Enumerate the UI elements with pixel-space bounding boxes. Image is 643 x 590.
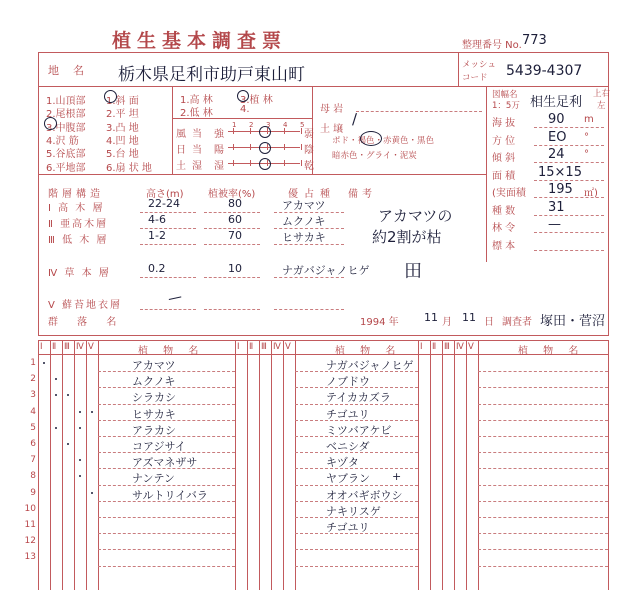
row-number: 12 (24, 536, 36, 547)
plant-name-left: ムクノキ (132, 375, 176, 389)
plant-name-left: ヒサカキ (132, 407, 176, 421)
topography-item: 2.尾根部 (46, 109, 86, 121)
table-row-line (478, 501, 608, 502)
plant-name-right: チゴユリ (326, 407, 370, 421)
plant-name-right: ミツバアケビ (326, 423, 392, 437)
slope-item: 3.凸 地 (106, 122, 139, 134)
exposure-left-label: 強 (214, 129, 224, 140)
strata-dash (140, 277, 196, 278)
soil-brown-circle (360, 131, 382, 146)
table-col-header: Ⅰ (40, 342, 43, 352)
plant-name-right: オオバギボウシ (326, 488, 403, 502)
soil-types-2: 暗赤色・グライ・泥炭 (332, 151, 417, 161)
row-number: 10 (24, 503, 36, 514)
community-label: 群 落 名 (48, 317, 125, 328)
table-col-line (247, 340, 248, 590)
exposure-mark (259, 142, 271, 154)
row-number: 11 (24, 520, 36, 530)
strata-dash (204, 277, 260, 278)
row-number: 1 (30, 358, 36, 368)
exposure-row-label: 土湿 (176, 161, 208, 172)
strata-dash (274, 244, 344, 245)
table-row-line (478, 420, 608, 421)
table-col-header: Ⅳ (76, 342, 84, 352)
scale-tick (301, 160, 302, 166)
strata-cover: 10 (228, 262, 242, 275)
remark-line-2: 約2割が枯 (372, 228, 442, 246)
strata-cover: 60 (228, 213, 242, 226)
occurrence-dot (91, 492, 93, 494)
topography-choice-circle (44, 117, 57, 130)
site-dash-line (534, 250, 604, 251)
table-plant-header: 植 物 名 (138, 346, 205, 357)
serial-label: 整理番号 No. (462, 40, 522, 51)
strata-dash (204, 244, 260, 245)
forest-type-4: 4. (240, 104, 250, 115)
strata-dash (140, 244, 196, 245)
row-number: 2 (30, 374, 36, 385)
row-number: 13 (24, 552, 36, 563)
occurrence-dot (79, 411, 81, 413)
table-col-line (74, 340, 75, 590)
plant-name-right: ベニシダ (326, 440, 370, 453)
table-col-header: Ⅴ (285, 342, 291, 352)
table-col-header: Ⅱ (249, 342, 254, 352)
slope-item: 4.凹 地 (106, 135, 139, 147)
scale-tick (233, 128, 234, 134)
table-section-line (418, 340, 419, 590)
slope-item: 5.台 地 (106, 149, 139, 161)
table-col-header: Ⅳ (456, 342, 464, 352)
table-row-line (478, 485, 608, 486)
table-col-line (98, 340, 99, 590)
site-unit: m (584, 114, 594, 125)
site-dash-line (534, 215, 604, 216)
plant-name-left: アラカシ (132, 423, 176, 437)
scale-tick (284, 144, 285, 150)
strata-height: 1-2 (148, 229, 166, 242)
row-number: 7 (30, 455, 36, 466)
soil-label: 土 壌 (320, 124, 344, 135)
strata-layer-label: Ⅴ 蘚苔地衣層 (48, 300, 123, 311)
slope-item: 2.平 坦 (106, 109, 139, 121)
strata-header-cover: 植被率(%) (208, 189, 256, 200)
scale-tick (250, 160, 251, 166)
strata-height: 4-6 (148, 213, 166, 226)
site-unit: ° (584, 131, 589, 143)
row-number: 6 (30, 439, 36, 449)
site-label: 傾 斜 (492, 153, 516, 164)
table-row-line (478, 549, 608, 550)
table-col-line (86, 340, 87, 590)
strata-header-layer: 階層構造 (48, 189, 104, 200)
bedrock-label: 母 岩 (320, 104, 344, 115)
table-col-header: Ⅴ (468, 342, 474, 352)
plant-name-right: ナキリスゲ (326, 504, 381, 518)
table-col-header: Ⅰ (420, 342, 423, 352)
strata-cover: 70 (228, 229, 242, 242)
site-label: 面 積 (492, 170, 516, 182)
soil-check-mark: ∕ (352, 110, 358, 128)
table-col-line (295, 340, 296, 590)
strata-header-height: 高さ(m) (146, 189, 184, 200)
right-note: + (392, 470, 402, 484)
plant-name-right: ヤブラン (326, 472, 370, 486)
site-label: 方 位 (492, 135, 516, 147)
strata-cover: 80 (228, 197, 242, 210)
map-label: 図幅名 (492, 90, 518, 100)
exposure-right-label: 乾 (304, 161, 314, 172)
plant-name-left: シラカシ (132, 391, 176, 405)
strata-height: 0.2 (148, 262, 166, 275)
site-unit: ° (584, 149, 589, 160)
mesh-label-2: コード (462, 73, 488, 83)
strata-dash (204, 309, 260, 310)
site-value: EO (548, 129, 567, 145)
plant-name-right: チゴユリ (326, 521, 370, 534)
strata-layer-label: Ⅳ 草 本 層 (48, 268, 111, 279)
strata-layer-label: Ⅲ 低 木 層 (48, 235, 109, 246)
slope-choice-circle (104, 90, 117, 103)
survey-day-label: 日 (484, 317, 494, 328)
table-col-header: Ⅱ (432, 342, 437, 352)
exposure-left-label: 湿 (214, 161, 224, 172)
scale-tick (301, 128, 302, 134)
exposure-mark (259, 126, 271, 138)
map-name: 相生足利 (530, 95, 583, 110)
strata-layer-label: Ⅰ 高 木 層 (48, 203, 105, 214)
table-row-line (478, 371, 608, 372)
table-col-header: Ⅳ (273, 342, 281, 352)
strata-header-note: 備考 (348, 189, 376, 200)
location-label: 地名 (48, 64, 98, 77)
scale-tick (233, 160, 234, 166)
forest-type-3: 3.植 林 (240, 95, 273, 106)
scale-tick (233, 144, 234, 150)
remark-sketch: 田 (404, 261, 422, 282)
plant-name-right: ノブドウ (326, 375, 370, 389)
strata-species: ムクノキ (282, 215, 326, 228)
table-row-line (478, 404, 608, 405)
table-row-line (478, 468, 608, 469)
table-row-line (478, 452, 608, 453)
table-col-line (283, 340, 284, 590)
table-row-line (295, 549, 418, 550)
map-scale: 1：5万 (492, 101, 520, 111)
plant-name-left: コアジサイ (132, 440, 186, 453)
topography-item: 1.山頂部 (46, 96, 86, 107)
scale-tick (301, 144, 302, 150)
plant-name-left: アズマネザサ (132, 456, 198, 470)
plant-name-left: アカマツ (132, 359, 176, 372)
site-label: 種 数 (492, 205, 516, 217)
remark-line-1: アカマツの (378, 207, 453, 225)
table-row-line (98, 566, 235, 567)
site-dash-line (534, 180, 604, 181)
occurrence-dot (55, 427, 57, 429)
site-value: 15×15 (538, 164, 582, 180)
table-col-header: Ⅲ (64, 342, 70, 352)
scale-tick (284, 128, 285, 134)
site-label: 林 令 (492, 223, 516, 234)
plant-name-right: キヅタ (326, 456, 359, 470)
site-dash-line (534, 162, 604, 163)
scale-number: 3 (266, 121, 271, 129)
table-row-line (98, 517, 235, 518)
scale-tick (250, 128, 251, 134)
occurrence-dot (67, 443, 69, 445)
table-row-line (478, 533, 608, 534)
slope-item: 6.扇 状 地 (106, 162, 152, 174)
table-col-line (454, 340, 455, 590)
mesh-label-1: メッシュ (462, 60, 496, 70)
table-col-header: Ⅲ (261, 342, 267, 352)
mesh-code: 5439-4307 (506, 63, 583, 79)
strata-species: ヒサカキ (282, 231, 326, 244)
topography-item: 3.中腹部 (46, 122, 86, 134)
table-row-line (478, 436, 608, 437)
scale-tick (284, 160, 285, 166)
survey-year: 1994 年 (360, 317, 399, 328)
strata-dash (274, 277, 344, 278)
table-row-line (478, 387, 608, 388)
plant-name-left: サルトリイバラ (132, 488, 208, 502)
exposure-right-label: 陰 (304, 145, 314, 156)
species-table (38, 340, 609, 590)
occurrence-dot (91, 411, 93, 413)
site-value: 90 (548, 112, 565, 127)
row-number: 5 (30, 422, 36, 433)
exposure-mark (259, 158, 271, 170)
strata-species: ナガバジャノヒゲ (282, 264, 370, 277)
forest-type-2: 2.低 林 (180, 108, 213, 119)
site-unit: ㎡) (584, 188, 598, 199)
exposure-left-label: 陽 (214, 145, 224, 156)
site-value: 195 (548, 182, 573, 197)
strata-header-dominant: 優占種 (288, 189, 336, 200)
table-row-line (478, 517, 608, 518)
page-title: 植生基本調査票 (112, 30, 288, 52)
map-side-top: 上右 (593, 89, 611, 99)
plant-name-right: ナガバジャノヒゲ (326, 359, 414, 372)
table-row-line (98, 533, 235, 534)
table-col-line (430, 340, 431, 590)
survey-day: 11 (462, 311, 476, 324)
site-label: 標 本 (492, 240, 516, 252)
table-plant-header: 植 物 名 (335, 346, 402, 357)
occurrence-dot (79, 427, 81, 429)
site-dash-line (534, 127, 604, 128)
row-number: 8 (30, 471, 36, 482)
forest-choice-circle (237, 90, 249, 102)
table-col-line (62, 340, 63, 590)
site-value: 24 (548, 147, 565, 162)
strata-dash (140, 309, 196, 310)
strata-height: 22-24 (148, 197, 180, 210)
scale-number: 1 (232, 121, 237, 129)
table-row-line (478, 566, 608, 567)
table-col-line (50, 340, 51, 590)
surveyor-label: 調査者 (502, 317, 532, 328)
map-side-bottom: 左 (597, 101, 606, 111)
row-number: 4 (30, 406, 36, 417)
site-label: (実面積 (492, 188, 526, 199)
exposure-row-label: 風当 (176, 129, 208, 140)
table-col-header: Ⅴ (88, 342, 94, 352)
moss-scribble: — (166, 288, 184, 308)
table-row-line (98, 549, 235, 550)
plant-name-right: テイカカズラ (326, 391, 391, 405)
site-label: 海 抜 (492, 118, 516, 129)
strata-species: アカマツ (282, 199, 326, 212)
occurrence-dot (43, 362, 45, 364)
exposure-row-label: 日当 (176, 145, 208, 156)
topography-item: 6.平地部 (46, 162, 86, 174)
table-col-line (478, 340, 479, 590)
survey-month: 11 (424, 311, 438, 324)
site-dash-line (534, 232, 604, 233)
site-value: — (548, 217, 561, 232)
strata-dash (274, 309, 344, 310)
row-number: 3 (30, 390, 36, 401)
soil-types-1: ポド・褐色・赤黄色・黒色 (332, 136, 435, 146)
scale-number: 4 (283, 121, 288, 129)
location-value: 栃木県足利市助戸東山町 (118, 65, 305, 85)
plant-name-left: ナンテン (132, 472, 175, 486)
table-col-line (271, 340, 272, 590)
surveyor-name: 塚田・菅沼 (540, 314, 606, 329)
forest-type-1: 1.高 林 (180, 95, 213, 106)
strata-layer-label: Ⅱ 亜高木層 (48, 219, 109, 230)
scale-tick (250, 144, 251, 150)
topography-item: 5.谷底部 (46, 149, 86, 161)
site-value: 31 (548, 199, 565, 215)
table-plant-header: 植 物 名 (518, 346, 585, 357)
slope-item: 1.斜 面 (106, 96, 139, 107)
table-col-line (259, 340, 260, 590)
scale-number: 5 (300, 121, 305, 129)
serial-number: 773 (522, 33, 547, 48)
table-col-header: Ⅲ (444, 342, 450, 352)
survey-month-label: 月 (442, 317, 452, 328)
site-dash-line (534, 145, 604, 146)
topography-item: 4.沢 筋 (46, 135, 79, 147)
table-col-header: Ⅱ (52, 342, 57, 352)
table-col-line (466, 340, 467, 590)
table-col-line (442, 340, 443, 590)
scale-number: 2 (249, 121, 254, 129)
table-section-line (235, 340, 236, 590)
row-number: 9 (30, 487, 36, 498)
table-col-header: Ⅰ (237, 342, 240, 352)
table-row-line (295, 566, 418, 567)
exposure-right-label: 弱 (304, 129, 314, 140)
site-dash-line (534, 197, 604, 198)
